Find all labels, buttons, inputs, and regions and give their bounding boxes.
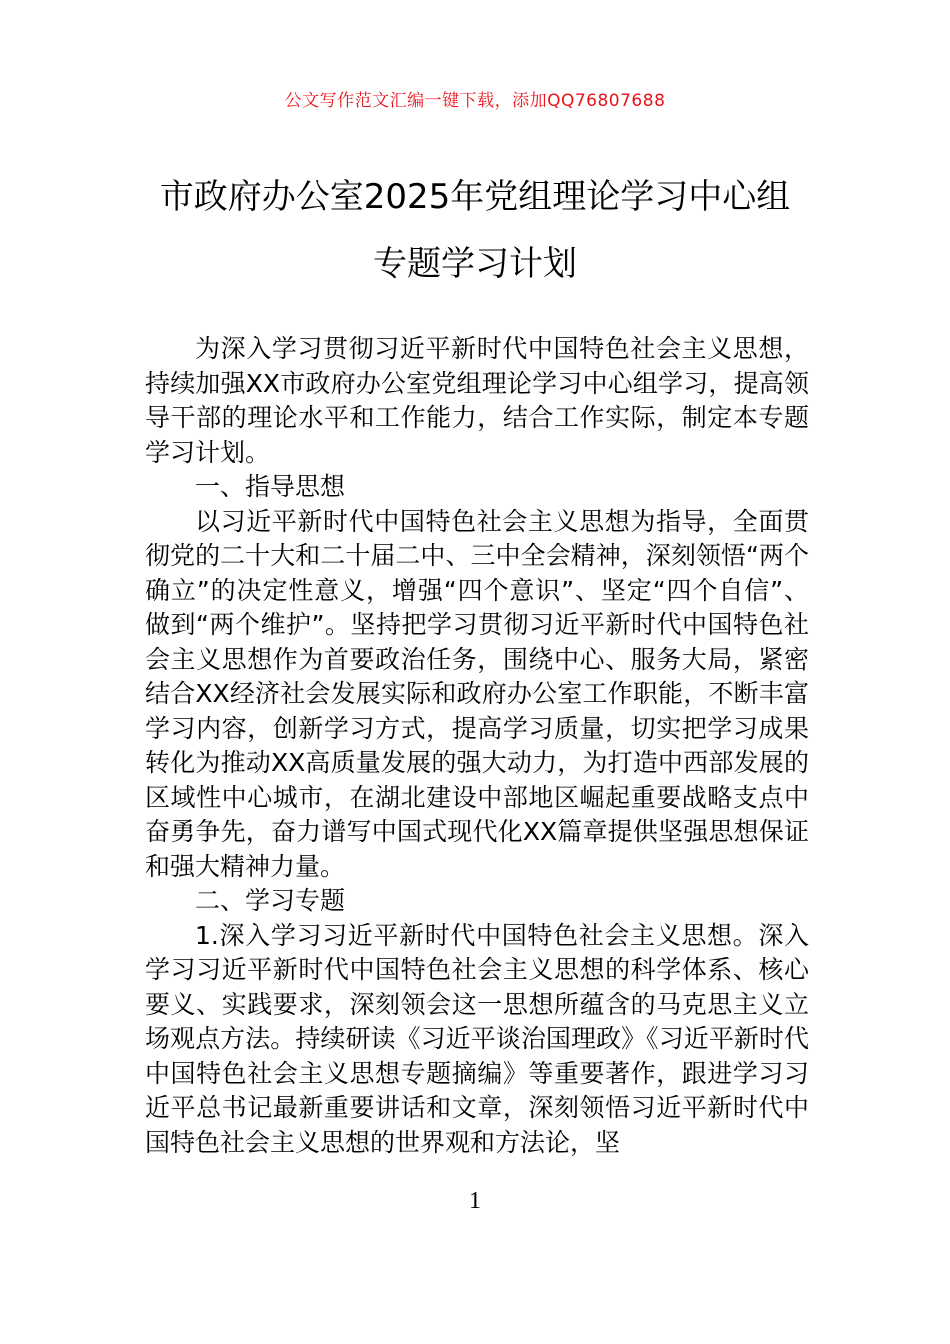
page-number: 1 [469,1188,481,1214]
document-body [145,332,809,1160]
study-topic-1-paragraph: 1.深入学习习近平新时代中国特色社会主义思想。深入学习习近平新时代中国特色社会主义思想的科学体系、核心要义、实践要求，深刻领会这一思想所蕴含的马克思主义立场观点方法。持续研读《习近平谈治国理政》《习近平新时代中国特色社会主义思想专题摘编》等重要著作，跟进学习习近平总书记最新重要讲话和文章，深刻领悟习近平新时代中国特色社会主义思想的世界观和方法论，坚 [145,920,809,1157]
section-heading-study-topics: 二、学习专题 [195,886,346,915]
intro-paragraph: 为深入学习贯彻习近平新时代中国特色社会主义思想，持续加强XX市政府办公室党组理论学习中心组学习，提高领导干部的理论水平和工作能力，结合工作实际，制定本专题学习计划。 [145,334,809,467]
guiding-thought-paragraph: 以习近平新时代中国特色社会主义思想为指导，全面贯彻党的二十大和二十届二中、三中全会精神，深刻领悟“两个确立”的决定性意义，增强“四个意识”、坚定“四个自信”、做到“两个维护”。坚持把学习贯彻习近平新时代中国特色社会主义思想作为首要政治任务，围绕中心、服务大局，紧密结合XX经济社会发展实际和政府办公室工作职能，不断丰富学习内容，创新学习方式，提高学习质量，切实把学习成果转化为推动XX高质量发展的强大动力，为打造中西部发展的区域性中心城市，在湖北建设中部地区崛起重要战略支点中奋勇争先，奋力谱写中国式现代化XX篇章提供坚强思想保证和强大精神力量。 [145,506,809,881]
download-notice: 公文写作范文汇编一键下载，添加QQ76807688 [284,91,666,111]
section-heading-guiding-thought: 一、指导思想 [195,472,346,501]
document-title-line-2: 专题学习计划 [373,244,577,284]
document-title-line-1: 市政府办公室2025年党组理论学习中心组 [159,177,791,217]
